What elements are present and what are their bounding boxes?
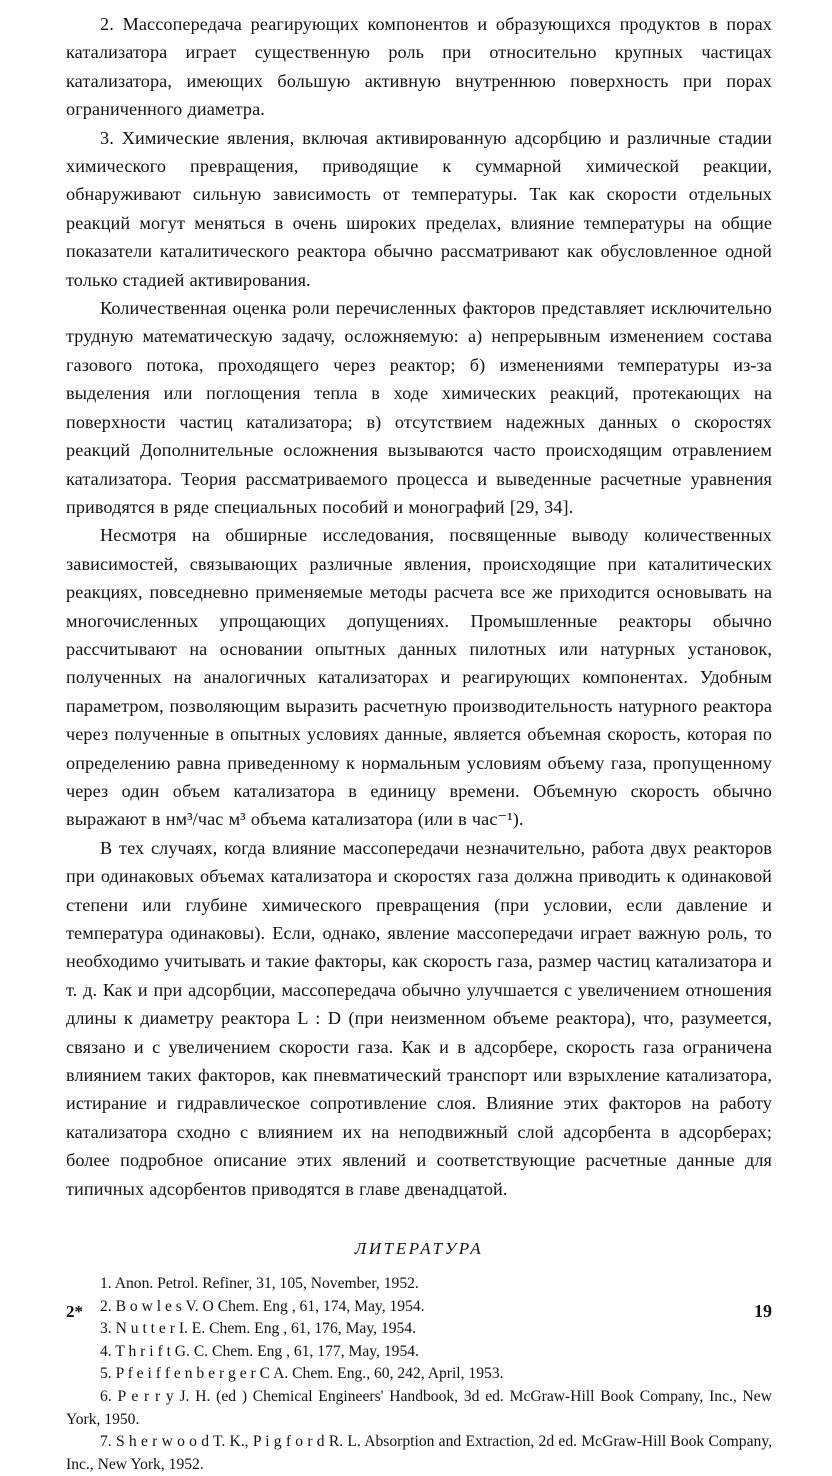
reference-item: 1. Anon. Petrol. Refiner, 31, 105, November, 1952. — [100, 1275, 419, 1293]
reference-item: 2. B o w l e s V. O Chem. Eng , 61, 174, May, 1954. — [100, 1297, 425, 1315]
reference-item: 3. N u t t e r I. E. Chem. Eng , 61, 176, May, 1954. — [100, 1320, 417, 1338]
text-column — [66, 10, 772, 1476]
page-number: 19 — [754, 1301, 772, 1321]
paragraph-5: В тех случаях, когда влияние массопередачи незначительно, работа двух реакторов при одинаковых объемах катализатора и скоростях газа должна приводить к одинаковой степени или глубине химического превращения (при условии, если давление и температура одинаковы). Если, однако, явление массопередачи играет важную роль, то необходимо учитывать и такие факторы, как скорость газа, размер частиц катализатора и т. д. Как и при адсорбции, массопередача обычно улучшается с увеличением отношения длины к диаметру реактора L : D (при неизменном объеме реактора), что, разумеется, связано и с увеличением скорости газа. Как и в адсорбере, скорость газа ограничена влиянием таких факторов, как пневматический транспорт или взрыхление катализатора, истирание и гидравлическое сопротивление слоя. Влияние этих факторов на работу катализатора сходно с влиянием их на неподвижный слой адсорбента в адсорберах; более подробное описание этих явлений и соответствующие расчетные данные для типичных адсорбентов приводятся в главе двенадцатой. — [66, 837, 772, 1199]
paragraph-1: 2. Массопередача реагирующих компонентов и образующихся продуктов в порах катализатора играет существенную роль при относительно крупных частицах катализатора, имеющих большую активную внутреннюю поверхность при порах ограниченного диаметра. — [66, 14, 772, 120]
reference-item: 5. P f e i f f e n b e r g e r C A. Chem. Eng., 60, 242, April, 1953. — [100, 1365, 504, 1383]
signature-mark: 2* — [66, 1302, 83, 1321]
paragraph-4: Несмотря на обширные исследования, посвященные выводу количественных зависимостей, связывающих различные явления, происходящие при каталитических реакциях, повседневно применяемые методы расчета все же приходится основывать на многочисленных упрощающих допущениях. Промышленные реакторы обычно рассчитывают на основании опытных данных пилотных или натурных установок, полученных на аналогичных катализаторах и реагирующих компонентах. Удобным параметром, позволяющим выразить расчетную производительность натурного реактора через полученные в опытных условиях данные, является объемная скорость, которая по определению равна приведенному к нормальным условиям объему газа, пропущенному через один объем катализатора в единицу времени. Объемную скорость обычно выражают в нм³/час м³ объема катализатора (или в час⁻¹). — [66, 525, 772, 830]
references-heading: ЛИТЕРАТУРА — [354, 1239, 484, 1259]
paragraph-3: Количественная оценка роли перечисленных факторов представляет исключительно трудную математическую задачу, осложняемую: а) непрерывным изменением состава газового потока, проходящего через реактор; б) изменениями температуры из-за выделения или поглощения тепла в ходе химических реакций, протекающих на поверхности частиц катализатора; в) отсутствием надежных данных о скоростях реакций Дополнительные осложнения вызываются часто происходящим отравлением катализатора. Теория рассматриваемого процесса и выведенные расчетные уравнения приводятся в ряде специальных пособий и монографий [29, 34]. — [66, 298, 772, 517]
reference-item: 7. S h e r w o o d T. K., P i g f o r d R. L. Absorption and Extraction, 2d ed. McGraw-Hill Book Company, Inc., New York, 1952. — [66, 1433, 772, 1473]
reference-item: 4. T h r i f t G. C. Chem. Eng , 61, 177, May, 1954. — [100, 1342, 419, 1360]
page-footer — [66, 1300, 772, 1322]
paragraph-2: 3. Химические явления, включая активированную адсорбцию и различные стадии химического превращения, приводящие к суммарной химической реакции, обнаруживают сильную зависимость от температуры. Так как скорости отдельных реакций могут меняться в очень широких пределах, влияние температуры на общие показатели каталитического реактора обычно рассматривают как обусловленное одной только стадией активирования. — [66, 127, 772, 290]
reference-item: 6. P e r r y J. H. (ed ) Chemical Engineers' Handbook, 3d ed. McGraw-Hill Book Company, Inc., New York, 1950. — [66, 1388, 772, 1428]
